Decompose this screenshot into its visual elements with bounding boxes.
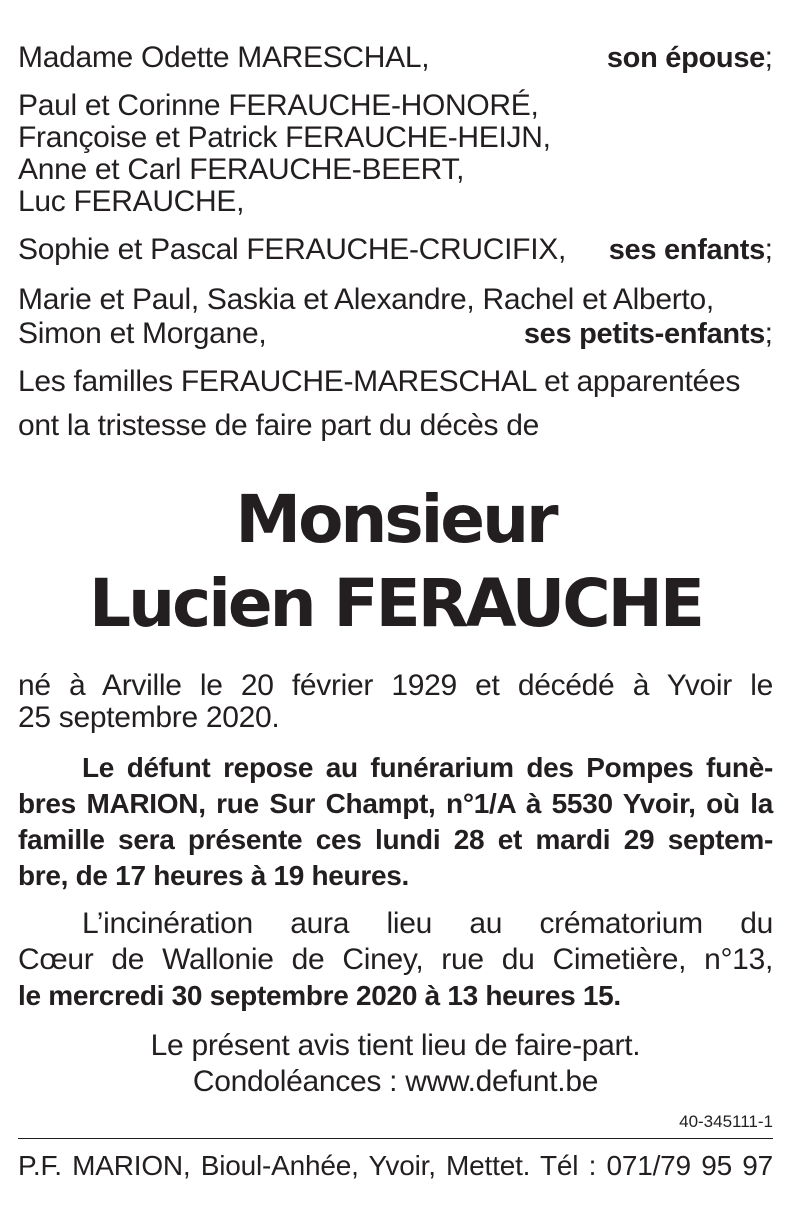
separator: ; (764, 317, 773, 350)
separator: ; (764, 41, 773, 74)
divider (18, 1138, 773, 1139)
notice-line: Le présent avis tient lieu de faire-part. (150, 1029, 641, 1062)
child-line: Sophie et Pascal FERAUCHE-CRUCIFIX, (18, 233, 566, 266)
child-line: Luc FERAUCHE, (18, 185, 245, 218)
child-line: Paul et Corinne FERAUCHE-HONORÉ, (18, 89, 539, 122)
funeral-director-footer: P.F. MARION, Bioul-Anhée, Yvoir, Mettet. Tél : 071/79 95 97 (18, 1150, 773, 1181)
funeral-home-line: famille sera présente ces lundi 28 et mardi 29 septem- (18, 824, 773, 855)
spouse-line: Madame Odette MARESCHAL, (18, 41, 430, 74)
grandchildren-line: Simon et Morgane, (18, 317, 267, 350)
funeral-home-line: Le défunt repose au funérarium des Pompes funè- (82, 752, 773, 783)
separator: ; (764, 233, 773, 266)
condolences-line: Condoléances : www.defunt.be (192, 1065, 599, 1098)
reference-number: 40-345111-1 (679, 1112, 773, 1131)
deceased-title: Monsieur (235, 481, 556, 558)
grandchildren-relation: ses petits-enfants (523, 318, 765, 350)
spouse-relation: son épouse (606, 42, 765, 74)
cremation-line: L’incinération aura lieu au crématorium du (82, 907, 773, 940)
child-line: Françoise et Patrick FERAUCHE-HEIJN, (18, 121, 551, 154)
cremation-date: le mercredi 30 septembre 2020 à 13 heures 15. (18, 980, 621, 1011)
funeral-home-line: bre, de 17 heures à 19 heures. (18, 860, 409, 891)
grandchildren-line: Marie et Paul, Saskia et Alexandre, Rachel et Alberto, (18, 283, 714, 316)
families-line: Les familles FERAUCHE-MARESCHAL et apparentées (18, 365, 741, 398)
birth-death-line: né à Arville le 20 février 1929 et décédé à Yvoir le (18, 669, 773, 702)
announcement-line: ont la tristesse de faire part du décès de (18, 409, 540, 442)
cremation-line: Cœur de Wallonie de Ciney, rue du Cimetière, n°13, (18, 943, 773, 976)
funeral-home-line: bres MARION, rue Sur Champt, n°1/A à 5530 Yvoir, où la (18, 788, 773, 819)
birth-death-line: 25 septembre 2020. (18, 701, 280, 734)
deceased-name: Lucien FERAUCHE (89, 565, 702, 642)
child-line: Anne et Carl FERAUCHE-BEERT, (18, 153, 465, 186)
children-relation: ses enfants (608, 234, 765, 266)
